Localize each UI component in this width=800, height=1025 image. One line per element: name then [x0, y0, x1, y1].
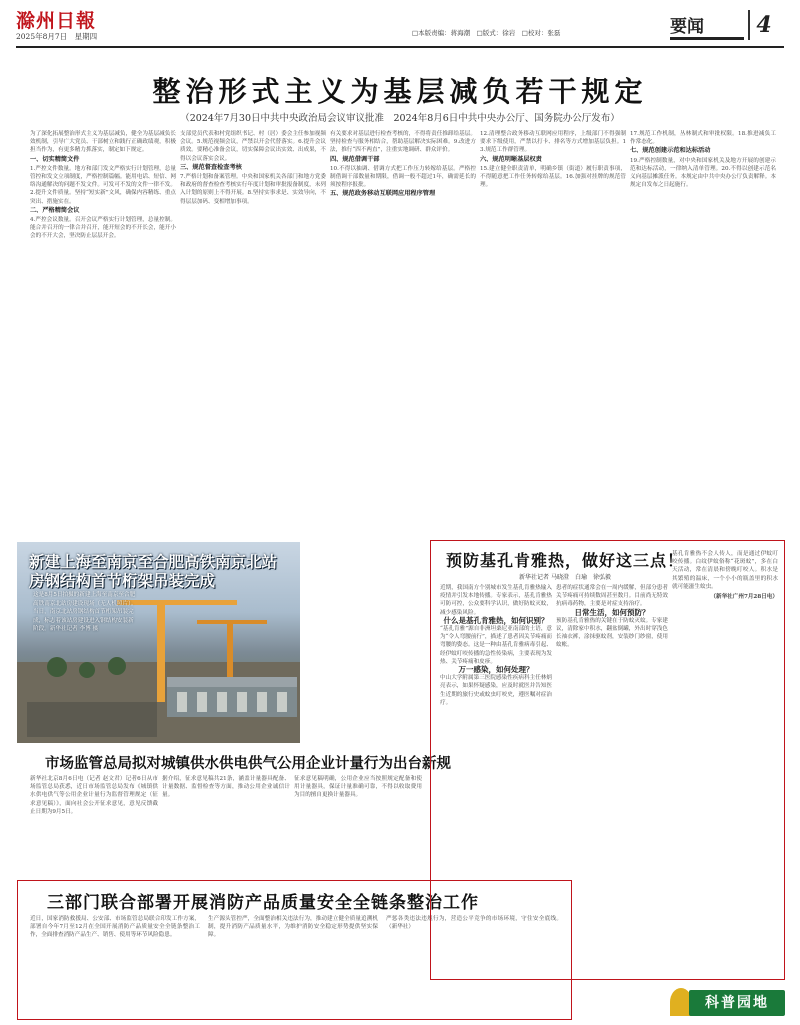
health-column-3: [672, 550, 778, 974]
lead-column-5: [630, 130, 776, 535]
lead-para-9: 17.规范工作机制，丛林制式和审批权限。18.推进减负工作常态化。: [630, 131, 776, 146]
story3-column-1: 近日，国家消防救援局、公安部、市场监管总局联合印发工作方案，部署自今年7月至12月在全国开展消防产品质量安全全链条整治工作，全面排查消防产品生产、销售、使用等环节风险隐患。: [30, 916, 200, 939]
lead-para-7: 12.清理整合政务移动互联网应用程序，上级部门不得强制要求下级使用，严禁以打卡、排名等方式增加基层负担。13.规范工作群管理。: [480, 131, 626, 154]
lead-para-5: 有关要求对基层进行检查考核的，不得将责任推卸给基层。坚持检查与服务相结合，帮助基层解决实际困难。9.改进方法，推行“四不两直”，注重实地调研、群众评价。: [330, 131, 476, 154]
lead-heading-7: 七、规范创建示范和达标活动: [630, 147, 711, 155]
lead-heading-3: 三、规范督查检查考核: [180, 163, 242, 171]
issue-date: 2025年8月7日 星期四: [16, 32, 98, 41]
health-intro: 近期，我国南方个别城市发生基孔肯雅热输入疫情并引发本地传播。专家表示，基孔肯雅热可防可控，公众要科学认识，做好防蚊灭蚊，减少感染风险。: [440, 585, 552, 616]
masthead-rule: [16, 46, 784, 48]
photo-story-title: 新建上海至南京至合肥高铁南京北站房钢结构首节桁架吊装完成: [29, 552, 278, 590]
lead-column-4: [480, 130, 626, 535]
lead-para-4: 7.严格计划和备案管理。中央和国家机关各部门和地方党委和政府的督查检查考核实行年度计划和审批报备制度，未列入计划的原则上不得开展。8.坚持实事求是、实效导向，不得层层加码、变相增加事项。: [180, 174, 326, 205]
lead-headline: 整治形式主义为基层减负若干规定: [152, 75, 648, 108]
page-number: 4: [748, 10, 778, 40]
health-column-2: [556, 584, 668, 974]
health-byline: 新华社记者 马晓澄 白瑜 徐弘毅: [519, 574, 611, 581]
health-col3-text: 基孔肯雅热不会人传人，而是通过伊蚊叮咬传播。白纹伊蚊俗称“花斑蚊”，多在白天活动，常在清晨和傍晚叮咬人。积水是其繁殖的温床，一个小小的瓶盖里的积水就可能滋生蚊虫。: [672, 551, 778, 590]
lead-heading-2: 二、严格精简会议: [30, 206, 80, 214]
lead-heading-1: 一、切实精简文件: [30, 155, 80, 163]
science-column-logo: 科普园地: [689, 990, 785, 1016]
lead-heading-4: 四、规范借调干部: [330, 155, 380, 163]
lead-heading-5: 五、规范政务移动互联网应用程序管理: [330, 190, 436, 198]
lead-para-2: 4.严控会议数量。召开会议严格实行计划管理，总量控制。能合并召开的一律合并召开，能开短会的不开长会，能开小会的不开大会，坚决防止层层开会。: [30, 217, 176, 240]
newspaper-name: 滁州日報: [16, 10, 97, 32]
health-answer-2: 中山大学附属第三医院感染性疾病科主任林炳亮表示，如果怀疑感染，应及时就医并告知医生近期的旅行史或蚊虫叮咬史，遵医嘱对症治疗。: [440, 675, 552, 706]
health-question-2: 万一感染，如何处理？: [458, 665, 534, 675]
health-question-1: 什么是基孔肯雅热，如何识别？: [443, 615, 549, 625]
health-answer-1: “基孔肯雅”源自非洲坦桑尼亚南部的土语，意为“令人弯腰前行”，描述了患者因关节疼痛而弯腰的姿态。这是一种由基孔肯雅病毒引起、经伊蚊叮咬传播的急性传染病，主要表现为发热、关节疼痛和皮疹。: [440, 626, 552, 665]
story3-column-3: 严惩各类违法违规行为，营造公平竞争的市场环境，守住安全底线。（新华社）: [386, 916, 562, 931]
editor-credits: □本版责编：蒋海潮 □版式：徐岩 □校对：张磊: [412, 29, 561, 37]
story2-column-1: 新华社北京8月6日电（记者 赵文君）记者6日从市场监管总局获悉，近日市场监管总局发布《城镇供水供电供气等公用企业计量行为监督管理规定（征求意见稿）》，面向社会公开征求意见，意见反馈截止日期为9月5日。: [30, 776, 158, 815]
lead-para-8: 15.建立健全职责清单，明确乡镇（街道）履行职责事项，不得随意把工作任务转嫁给基层。16.加强对挂牌的规范管理。: [480, 165, 626, 189]
lead-para-6: 10.不得以抽调、借调方式把工作压力转嫁给基层。严格控制借调干部数量和期限，借调一般不超过1年，确需延长的须按程序报批。: [330, 165, 476, 189]
lead-intro: 为了深化拓展整治形式主义为基层减负，健全为基层减负长效机制，引导广大党员、干部树立和践行正确政绩观，积极担当作为，有更多精力抓落实，制定如下规定。: [30, 131, 176, 154]
lead-para-3: 支部党员代表和村党组织书记、村（居）委会主任参加视频会议。5.规范视频会议，严禁以开会代替落实。6.提升会议质效。要精心准备会议，切实保障会议出实效、出成果，不得以会议落实会议。: [180, 131, 326, 162]
story2-column-3: 征求意见稿明确，公用企业应当按照规定配备和使用计量器具，保证计量准确可靠，不得以收取费用为目的擅自更换计量器具。: [294, 776, 422, 799]
story2-headline: 市场监管总局拟对城镇供水供电供气公用企业计量行为出台新规: [45, 755, 451, 772]
lead-para-1: 1.严控文件数量。地方和部门发文严格实行计划管理，总量管控和发文立项制度，严格控制篇幅。能用电话、短信、网络沟通解决的问题不发文件。可发可不发的文件一律不发。2.提升文件质量。坚持“短实新”文风，确保内容精练、重点突出、措施实在。: [30, 165, 176, 205]
lead-para-10: 19.严格控制数量，对中央和国家机关及地方开展的创建示范和达标活动，一律纳入清单管理。20.不得以创建示范名义向基层摊派任务。本规定由中共中央办公厅负责解释。本规定自发布之日起施行。: [630, 157, 776, 189]
health-col2-text: 患者的症状通常会在一周内缓解，但部分患者关节疼痛可持续数周甚至数月。目前尚无特效抗病毒药物，主要是对症支持治疗。: [556, 585, 668, 608]
section-label: 要闻: [670, 12, 744, 40]
lead-subhead: （2024年7月30日中共中央政治局会议审议批准 2024年8月6日中共中央办公厅、国务院办公厅发布）: [180, 113, 620, 124]
story3-column-2: 生产源头管控严，全面整治相关违法行为，推动建立健全质量追溯机制，提升消防产品质量水平，为维护消防安全稳定形势提供坚实保障。: [208, 916, 378, 939]
lead-column-3: [330, 130, 476, 535]
lead-heading-6: 六、规范明晰基层权责: [480, 155, 542, 163]
story2-column-2: 据介绍，征求意见稿共21条，涵盖计量器具配备、计量数据、监督检查等方面，推动公用企业诚信计量。: [162, 776, 290, 799]
health-source: （新华社广州7月28日电）: [710, 594, 778, 601]
masthead: [0, 0, 800, 48]
health-column-1: [440, 584, 552, 974]
health-question-3: 日常生活，如何预防？: [574, 607, 650, 617]
health-title: 预防基孔肯雅热，做好这三点！: [445, 551, 684, 570]
health-answer-3: 预防基孔肯雅热的关键在于防蚊灭蚊。专家建议，清除家中积水，翻盆倒罐，外出时穿浅色长袖衣裤，涂抹驱蚊剂，安装纱门纱窗，使用蚊帐。: [556, 617, 668, 649]
lead-column-1: [30, 130, 176, 535]
story3-headline: 三部门联合部署开展消防产品质量安全全链条整治工作: [47, 893, 479, 913]
photo-caption: 这是8月5日拍摄的新建上海至南京至合肥高铁南京北站房建设现场（无人机照片）。当日，南京北站房钢结构首节桁架吊装完成，标志着该站房建设进入钢结构安装新阶段。新华社记者 李博 摄: [33, 592, 137, 633]
lead-column-2: [180, 130, 326, 535]
